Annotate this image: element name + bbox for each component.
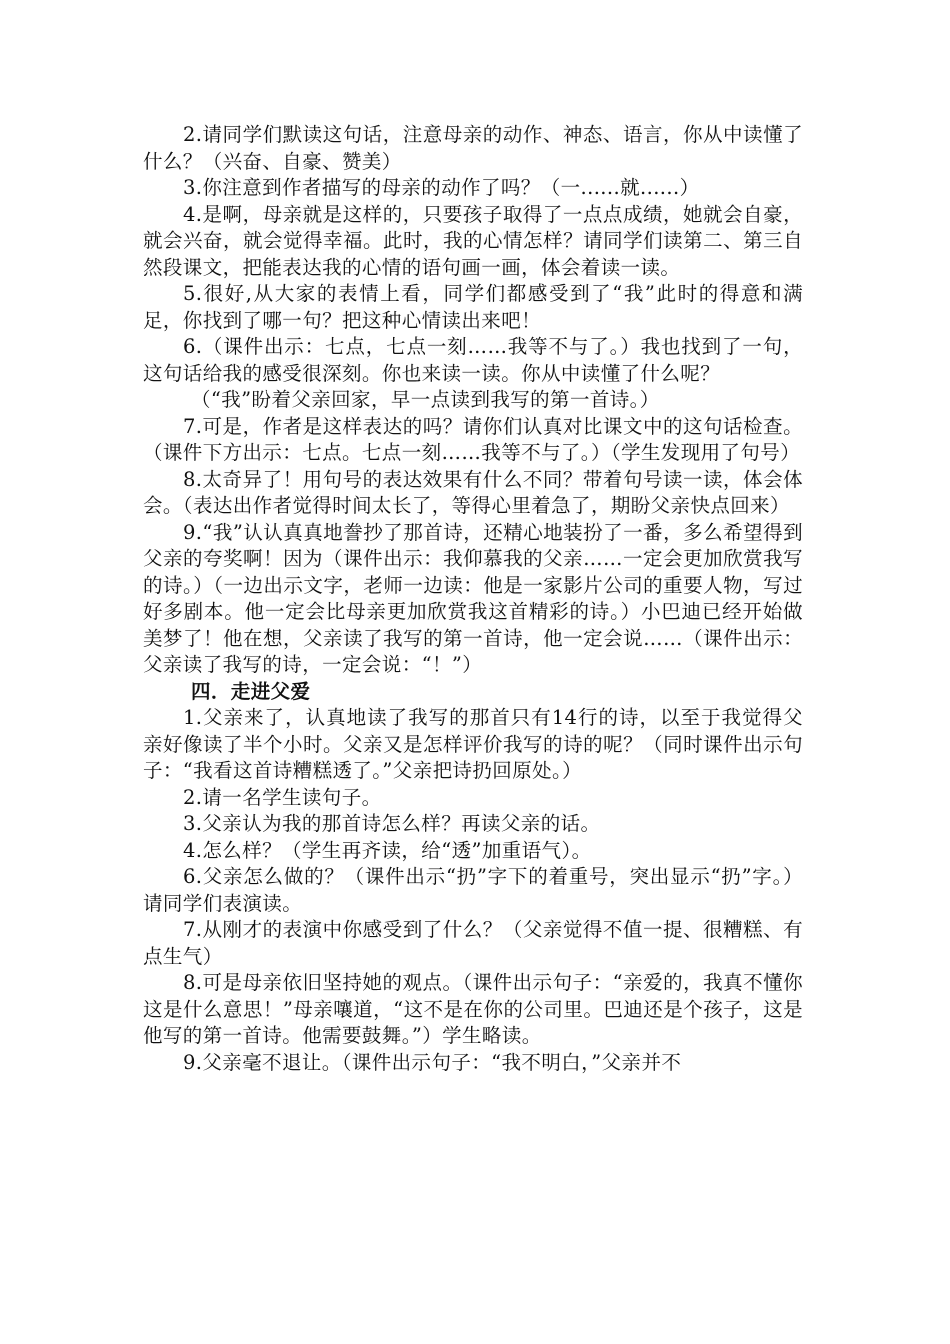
paragraph-6-answer: （“我”盼着父亲回家，早一点读到我写的第一首诗。） [191, 388, 660, 411]
section4-paragraph-3: 3.父亲认为我的那首诗怎么样？再读父亲的话。 [183, 812, 601, 835]
section4-paragraph-2: 2.请一名学生读句子。 [183, 785, 382, 809]
paragraph-7: 7.可是，作者是这样表达的吗？请你们认真对比课文中的这句话检查。（课件下方出示：七点。七点一刻……我等不与了。）（学生发现用了句号） [143, 414, 803, 464]
paragraph-8: 8.太奇异了！用句号的表达效果有什么不同？带着句号读一读，体会体会。（表达出作者觉得时间太长了，等得心里着急了，期盼父亲快点回来） [143, 467, 803, 517]
paragraph-3: 3.你注意到作者描写的母亲的动作了吗？（一......就......） [183, 176, 700, 199]
paragraph-4: 4.是啊，母亲就是这样的，只要孩子取得了一点点成绩，她就会自豪，就会兴奋，就会觉得幸福。此时，我的心情怎样？请同学们读第二、第三自然段课文，把能表达我的心情的语句画一画，体会着读一读。 [143, 202, 803, 279]
section4-paragraph-8: 8.可是母亲依旧坚持她的观点。（课件出示句子：“亲爱的，我真不懂你这是什么意思！”母亲嚷道，“这不是在你的公司里。巴迪还是个孩子，这是他写的第一首诗。他需要鼓舞。”）学生略读。 [143, 971, 803, 1047]
section4-paragraph-1: 1.父亲来了，认真地读了我写的那首只有14行的诗，以至于我觉得父亲好像读了半个小时。父亲又是怎样评价我写的诗的呢？（同时课件出示句子：“我看这首诗糟糕透了。”父亲把诗扔回原处。） [143, 706, 803, 782]
paragraph-9: 9.“我”认认真真地誊抄了那首诗，还精心地装扮了一番，多么希望得到父亲的夸奖啊！因为（课件出示：我仰慕我的父亲……一定会更加欣赏我写的诗。）（一边出示文字，老师一边读：他是一家影片公司的重要人物，写过好多剧本。他一定会比母亲更加欣赏我这首精彩的诗。）小巴迪已经开始做美梦了！他在想，父亲读了我写的第一首诗，他一定会说……（课件出示：父亲读了我写的诗，一定会说：“！”） [143, 520, 803, 676]
section4-paragraph-9: 9.父亲毫不退让。（课件出示句子：“我不明白，”父亲并不 [183, 1050, 682, 1074]
paragraph-5: 5.很好,从大家的表情上看，同学们都感受到了“我”此时的得意和满足，你找到了哪一句？把这种心情读出来吧！ [143, 282, 803, 332]
section4-paragraph-6: 6.父亲怎么做的？（课件出示“扔”字下的着重号，突出显示“扔”字。）请同学们表演读。 [143, 865, 803, 915]
paragraph-2: 2.请同学们默读这句话，注意母亲的动作、神态、语言，你从中读懂了什么？（兴奋、自豪、赞美） [143, 123, 803, 173]
section-heading-4: 四．走进父爱 [191, 679, 311, 703]
section4-paragraph-4: 4.怎么样？（学生再齐读，给“透”加重语气）。 [183, 838, 592, 862]
section4-paragraph-7: 7.从刚才的表演中你感受到了什么？（父亲觉得不值一提、很糟糕、有点生气） [143, 918, 803, 968]
document-body [143, 122, 803, 1076]
paragraph-6: 6.（课件出示：七点，七点一刻……我等不与了。）我也找到了一句，这句话给我的感受很深刻。你也来读一读。你从中读懂了什么呢？ [143, 335, 803, 385]
